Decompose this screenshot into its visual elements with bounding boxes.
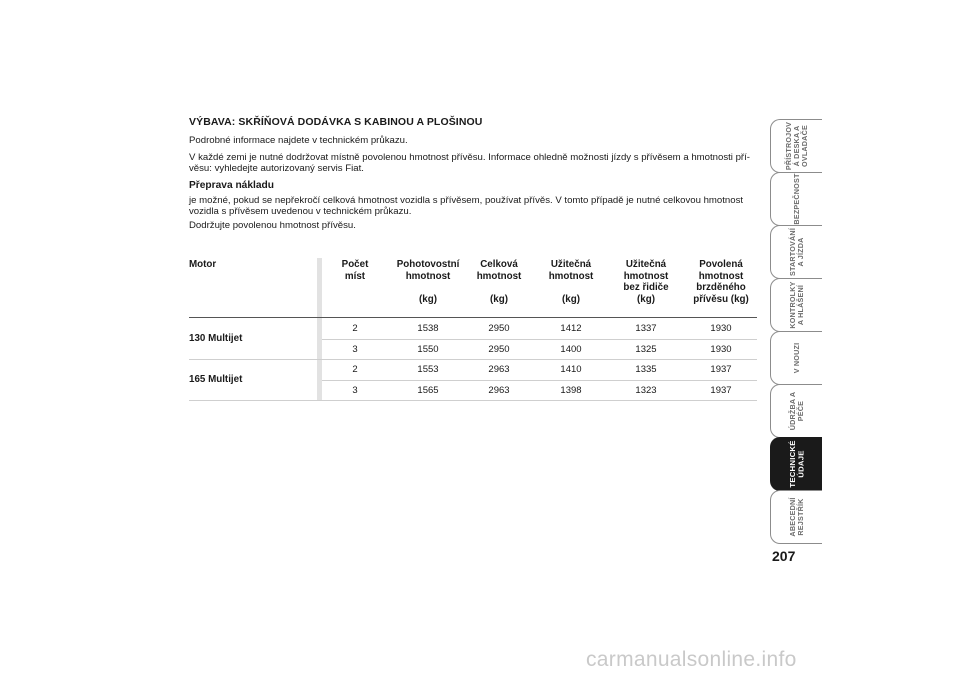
table-cell: 1553: [417, 364, 439, 375]
tab-label: ÚDRŽBA A PÉČE: [787, 391, 805, 431]
table-header: [189, 258, 757, 315]
header-motor: Motor: [189, 259, 217, 270]
tab-maintenance[interactable]: [770, 384, 822, 438]
tab-label: TECHNICKÉ ÚDAJE: [786, 440, 806, 488]
table-cell: 1937: [710, 384, 732, 396]
tab-starting[interactable]: [770, 225, 822, 279]
header-kerb-weight: Pohotovostní hmotnost (kg): [396, 259, 460, 305]
table-cell: 2: [352, 323, 358, 334]
table-row: [189, 339, 757, 360]
tab-emergency[interactable]: [770, 331, 822, 385]
main-content: [189, 116, 757, 237]
table-cell: 1335: [635, 364, 657, 375]
table-cell: 2950: [488, 343, 510, 355]
tab-label: ABECEDNÍ REJSTŘÍK: [787, 497, 805, 537]
table-cell: 3: [352, 384, 358, 396]
paragraph-2: V každé zemi je nutné dodržovat místně povolenou hmotnost přívěsu. Informace ohledně možnosti jízdy s přívěsem a hmotnosti pří-věsu: vyhledejte autorizovaný servis Fiat.: [189, 151, 750, 175]
table-cell: 1538: [417, 323, 439, 334]
table-cell: 1398: [560, 384, 582, 396]
header-trailer-weight: Povolená hmotnost brzděného přívěsu (kg): [693, 259, 749, 305]
table-cell: 2963: [488, 364, 510, 375]
table-cell: 1565: [417, 384, 439, 396]
tab-label: V NOUZI: [791, 342, 801, 374]
paragraph-1: Podrobné informace najdete v technickém průkazu.: [189, 135, 408, 146]
tab-label: STARTOVÁNÍ A JÍZDA: [787, 227, 805, 277]
tab-label: BEZPEČNOST: [791, 173, 801, 225]
tab-warnings[interactable]: [770, 278, 822, 332]
tab-index[interactable]: [770, 490, 822, 544]
page-number: 207: [772, 548, 796, 564]
motor-name: 130 Multijet: [189, 332, 243, 344]
tab-instruments[interactable]: [770, 119, 822, 173]
header-total-weight: Celková hmotnost (kg): [476, 259, 522, 305]
table-cell: 1412: [560, 323, 582, 334]
tab-label: KONTROLKY A HLÁŠENÍ: [787, 281, 805, 329]
table-cell: 1550: [417, 343, 439, 355]
table-cell: 1337: [635, 323, 657, 334]
watermark: carmanualsonline.info: [586, 648, 797, 671]
motor-name: 165 Multijet: [189, 373, 243, 385]
tab-technical-data[interactable]: [770, 437, 822, 491]
weights-table: [189, 258, 757, 396]
header-seats: Počet míst: [341, 259, 369, 282]
section-title: VÝBAVA: SKŘÍŇOVÁ DODÁVKA S KABINOU A PLOŠINOU: [189, 116, 483, 128]
table-cell: 2: [352, 364, 358, 375]
table-cell: 1410: [560, 364, 582, 375]
table-cell: 1937: [710, 364, 732, 375]
table-cell: 2963: [488, 384, 510, 396]
tab-safety[interactable]: [770, 172, 822, 226]
subsection-title: Přeprava nákladu: [189, 179, 274, 191]
subsection-paragraph-2: Dodržujte povolenou hmotnost přívěsu.: [189, 219, 356, 231]
table-row: [189, 359, 757, 380]
table-cell: 1930: [710, 323, 732, 334]
table-cell: 1930: [710, 343, 732, 355]
header-payload: Užitečná hmotnost (kg): [548, 259, 594, 305]
header-payload-no-driver: Užitečná hmotnost bez řidiče (kg): [623, 259, 669, 305]
table-row: [189, 380, 757, 401]
table-cell: 2950: [488, 323, 510, 334]
table-cell: 1325: [635, 343, 657, 355]
table-cell: 3: [352, 343, 358, 355]
tab-label: PŘÍSTROJOV Á DESKA A OVLADAČE: [783, 121, 809, 171]
table-row: [189, 318, 757, 339]
table-cell: 1323: [635, 384, 657, 396]
subsection-paragraph-1: je možné, pokud se nepřekročí celková hmotnost vozidla s přívěsem, používat přívěs. V tomto případě je nutné celkovou hmotnost vozidla s přívěsem uvedenou v technickém průkazu.: [189, 194, 744, 218]
group-separator: [189, 400, 757, 401]
table-cell: 1400: [560, 343, 582, 355]
